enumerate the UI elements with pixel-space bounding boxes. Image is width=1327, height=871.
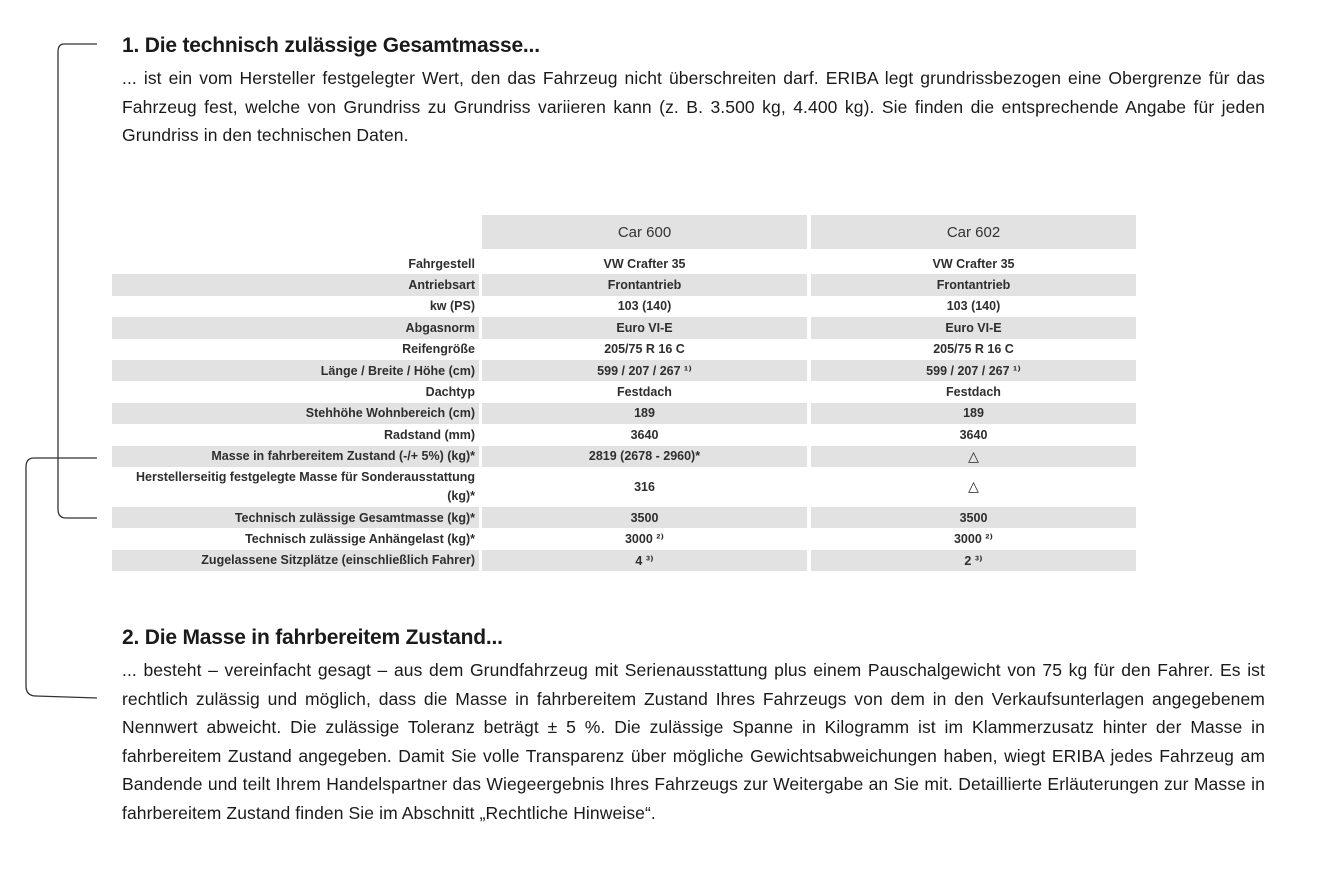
value-car600: 3640 (630, 427, 659, 442)
table-header-row (112, 215, 1136, 249)
section2-heading: 2. Die Masse in fahrbereitem Zustand... (122, 626, 503, 649)
row-label: Abgasnorm (112, 317, 479, 338)
value-car600: 599 / 207 / 267 ¹⁾ (482, 360, 807, 381)
table-row (112, 381, 1136, 402)
table-row (112, 403, 1136, 424)
table-row (112, 296, 1136, 317)
table-row (112, 528, 1136, 549)
spec-table (112, 215, 1136, 571)
table-row (112, 360, 1136, 381)
value-car600: 3500 (482, 507, 807, 528)
value-car600: Frontantrieb (482, 274, 807, 295)
row-label: Länge / Breite / Höhe (cm) (112, 360, 479, 381)
value-car602: VW Crafter 35 (932, 256, 1015, 271)
value-car600: Euro VI-E (482, 317, 807, 338)
value-car602: 2 ³⁾ (811, 550, 1136, 571)
value-car602: Frontantrieb (811, 274, 1136, 295)
value-car600: Festdach (617, 385, 672, 400)
section1-text: ... ist ein vom Hersteller festgelegter Wert, den das Fahrzeug nicht überschreiten darf. ERIBA legt grundrissbezogen eine Obergrenze für das Fahrzeug fest, welche von Grundriss zu Grundriss variieren kann (z. B. 3.500 kg, 4.400 kg). Sie finden die entsprechende Angabe für jeden Grundriss in den technischen Daten. (122, 68, 1265, 145)
row-label: Technisch zulässige Gesamtmasse (kg)* (112, 507, 479, 528)
value-car600: VW Crafter 35 (603, 256, 686, 271)
value-car600: 205/75 R 16 C (604, 342, 685, 357)
triangle-icon: △ (968, 478, 979, 495)
row-label: Radstand (mm) (384, 427, 475, 442)
row-label: Reifengröße (402, 342, 475, 357)
bracket-section1 (58, 44, 97, 518)
row-label: kw (PS) (429, 299, 475, 314)
table-row (112, 507, 1136, 528)
value-car600: 103 (140) (617, 299, 672, 314)
table-row (112, 274, 1136, 295)
table-row (112, 446, 1136, 467)
row-label: Fahrgestell (408, 256, 475, 271)
value-car602: 189 (811, 403, 1136, 424)
value-car602: 3640 (959, 427, 988, 442)
value-car602: 599 / 207 / 267 ¹⁾ (811, 360, 1136, 381)
row-label: Stehhöhe Wohnbereich (cm) (112, 403, 479, 424)
row-label: Technisch zulässige Anhängelast (kg)* (245, 531, 475, 546)
triangle-icon: △ (811, 446, 1136, 467)
value-car602: Euro VI-E (811, 317, 1136, 338)
value-car602: 3500 (811, 507, 1136, 528)
value-car600: 316 (634, 479, 655, 494)
section2-text: ... besteht – vereinfacht gesagt – aus dem Grundfahrzeug mit Serienausstattung plus einem Pauschalgewicht von 75 kg für den Fahrer. Es ist rechtlich zulässig und möglich, dass die Masse in fahrbereitem Zustand Ihres Fahrzeugs von dem in den Verkaufsunterlagen angegebenem Nennwert abweicht. Die zulässige Toleranz beträgt ± 5 %. Die zulässige Spanne in Kilogramm ist im Klammerzusatz hinter der Masse in fahrbereitem Zustand angegeben. Damit Sie volle Transparenz über mögliche Gewichtsabweichungen haben, wiegt ERIBA jedes Fahrzeug am Bandende und teilt Ihrem Handelspartner das Wiegeergebnis Ihres Fahrzeugs zur Weitergabe an Sie mit. Detaillierte Erläuterungen zur Masse in fahrbereitem Zustand finden Sie im Abschnitt „Rechtliche Hinweise“. (122, 660, 1265, 823)
table-row (112, 467, 1136, 507)
value-car602: Festdach (946, 385, 1001, 400)
table-row (112, 550, 1136, 571)
row-label: Herstellerseitig festgelegte Masse für Sonderausstattung (kg)* (136, 469, 475, 503)
table-row (112, 317, 1136, 338)
section1-heading: 1. Die technisch zulässige Gesamtmasse... (122, 34, 540, 57)
row-label: Antriebsart (112, 274, 479, 295)
section-gesamtmasse (122, 32, 1265, 150)
header-spacer (112, 215, 479, 249)
value-car602: 103 (140) (946, 299, 1001, 314)
value-car600: 4 ³⁾ (482, 550, 807, 571)
row-label: Masse in fahrbereitem Zustand (-/+ 5%) (kg)* (112, 446, 479, 467)
value-car602: 3000 ²⁾ (953, 532, 994, 547)
column-header-car600: Car 600 (482, 215, 807, 249)
row-label: Zugelassene Sitzplätze (einschließlich Fahrer) (112, 550, 479, 571)
row-label: Dachtyp (425, 385, 475, 400)
value-car602: 205/75 R 16 C (933, 342, 1014, 357)
value-car600: 189 (482, 403, 807, 424)
table-row (112, 253, 1136, 274)
table-row (112, 339, 1136, 360)
value-car600: 2819 (2678 - 2960)* (482, 446, 807, 467)
section-fahrbereitem-zustand (122, 624, 1265, 827)
value-car600: 3000 ²⁾ (624, 532, 665, 547)
bracket-section2 (26, 458, 97, 698)
column-header-car602: Car 602 (811, 215, 1136, 249)
table-row (112, 424, 1136, 445)
